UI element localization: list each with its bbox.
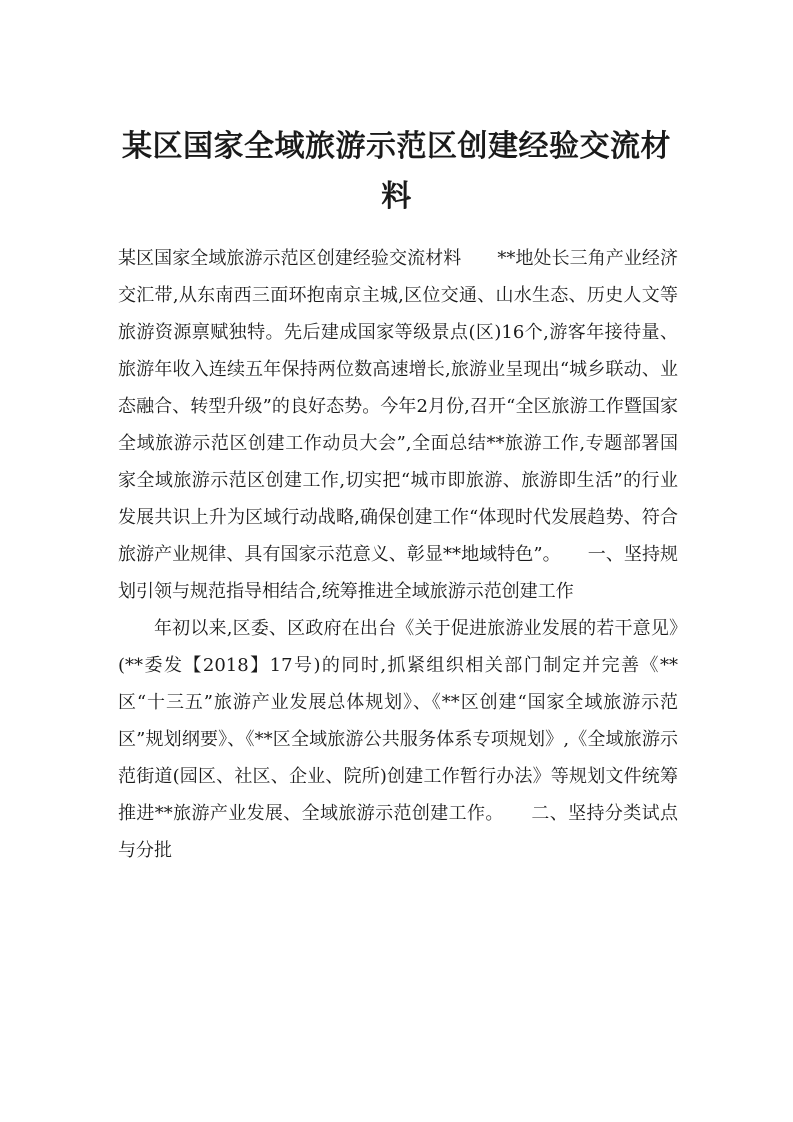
document-body bbox=[118, 240, 678, 869]
document-title: 某区国家全域旅游示范区创建经验交流材料 bbox=[122, 129, 671, 214]
paragraph-intro: 某区国家全域旅游示范区创建经验交流材料 **地处长三角产业经济交汇带,从东南西三面环抱南京主城,区位交通、山水生态、历史人文等旅游资源禀赋独特。先后建成国家等级景点(区)16个,游客年接待量、旅游年收入连续五年保持两位数高速增长,旅游业呈现出“城乡联动、业态融合、转型升级”的良好态势。今年2月份,召开“全区旅游工作暨国家全域旅游示范区创建工作动员大会”,全面总结**旅游工作,专题部署国家全域旅游示范区创建工作,切实把“城市即旅游、旅游即生活”的行业发展共识上升为区域行动战略,确保创建工作“体现时代发展趋势、符合旅游产业规律、具有国家示范意义、彰显**地域特色”。 一、坚持规划引领与规范指导相结合,统筹推进全域旅游示范创建工作 bbox=[118, 248, 678, 602]
paragraph-planning: 年初以来,区委、区政府在出台《关于促进旅游业发展的若干意见》(**委发【2018】17号)的同时,抓紧组织相关部门制定并完善《**区“十三五”旅游产业发展总体规划》、《**区创建“国家全域旅游示范区”规划纲要》、《**区全域旅游公共服务体系专项规划》,《全域旅游示范街道(园区、社区、企业、院所)创建工作暂行办法》等规划文件统筹推进**旅游产业发展、全域旅游示范创建工作。 二、坚持分类试点与分批 bbox=[118, 618, 678, 861]
